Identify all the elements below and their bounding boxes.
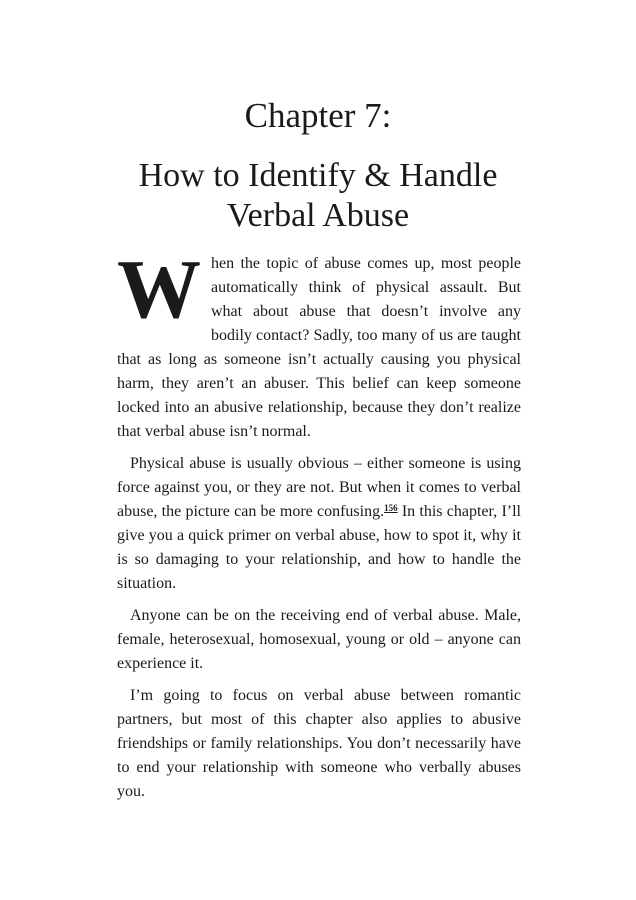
paragraph-4: I’m going to focus on verbal abuse between romantic partners, but most of this chapter also applies to abusive friendships or family relationships. You don’t necessarily have to end your relationship with someone who verbally abuses you. bbox=[117, 687, 521, 800]
chapter-title-line-1: How to Identify & Handle bbox=[138, 157, 498, 194]
chapter-number: Chapter 7: bbox=[244, 96, 392, 135]
paragraph-2-text-after: In this chapter, I’ll give you a quick primer on verbal abuse, how to spot it, why it is so damaging to your relationship, and how to handle the situation. bbox=[117, 503, 521, 592]
paragraph-1-text: hen the topic of abuse comes up, most people automatically think of physical assault. But what about abuse that doesn’t involve any bodily contact? Sadly, too many of us are taught that as long as someone isn’t actually causing you physical harm, they aren’t an abuser. This belief can keep someone locked into an abusive relationship, because they don’t realize that verbal abuse isn’t normal. bbox=[117, 255, 521, 440]
paragraph-2-text-before: Physical abuse is usually obvious – either someone is using force against you, or they are not. But when it comes to verbal abuse, the picture can be more confusing. bbox=[117, 455, 521, 520]
chapter-title-line-2: Verbal Abuse bbox=[226, 197, 410, 234]
paragraph-2 bbox=[117, 452, 521, 596]
paragraph-3: Anyone can be on the receiving end of verbal abuse. Male, female, heterosexual, homosexual, young or old – anyone can experience it. bbox=[117, 607, 521, 672]
paragraph-1 bbox=[117, 243, 521, 444]
footnote-reference[interactable]: 156 bbox=[384, 503, 398, 513]
chapter-body bbox=[117, 243, 521, 812]
chapter-title bbox=[0, 156, 636, 236]
drop-cap-letter: W bbox=[117, 243, 201, 336]
